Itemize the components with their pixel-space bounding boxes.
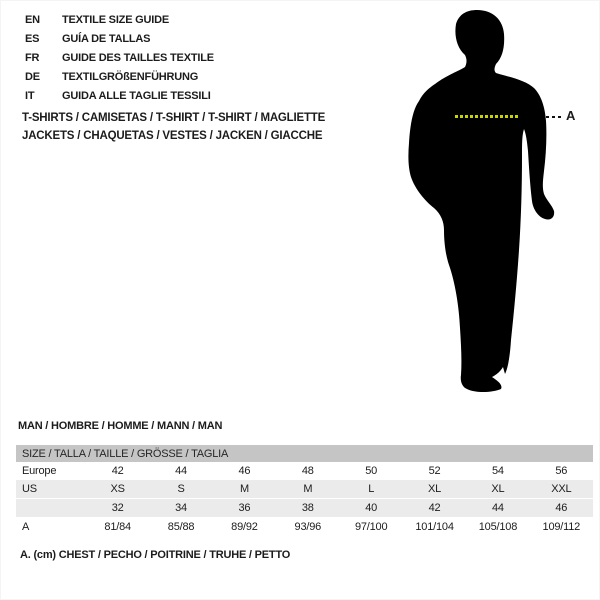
language-row-it — [25, 86, 214, 105]
language-code: EN — [25, 13, 40, 26]
cell: S — [149, 480, 212, 499]
chest-measure-dashed-line — [455, 115, 518, 118]
category-jackets: JACKETS / CHAQUETAS / VESTES / JACKEN / GIACCHE — [22, 130, 323, 142]
cell: XL — [403, 480, 466, 499]
category-tshirts: T-SHIRTS / CAMISETAS / T-SHIRT / T-SHIRT / MAGLIETTE — [22, 112, 326, 124]
cell: 44 — [466, 499, 529, 518]
measurement-footnote: A. (cm) CHEST / PECHO / POITRINE / TRUHE / PETTO — [20, 549, 291, 561]
cell: 40 — [340, 499, 403, 518]
row-label: Europe — [22, 465, 57, 477]
cell: 46 — [530, 499, 593, 518]
table-row-chest — [16, 518, 593, 537]
cell: 46 — [238, 465, 251, 477]
language-code: DE — [25, 70, 40, 83]
cell: L — [340, 480, 403, 499]
language-label: GUÍA DE TALLAS — [62, 32, 151, 45]
category-block — [22, 109, 325, 145]
cell: M — [276, 480, 339, 499]
language-label: TEXTILE SIZE GUIDE — [62, 13, 170, 26]
cell: 85/88 — [167, 521, 195, 533]
row-label: US — [16, 480, 86, 499]
cell: XL — [466, 480, 529, 499]
cell: 81/84 — [104, 521, 131, 533]
row-label — [16, 499, 86, 518]
cell: 36 — [213, 499, 276, 518]
man-silhouette — [408, 10, 554, 392]
cell: 93/96 — [294, 521, 322, 533]
size-table-header-row — [16, 445, 593, 462]
language-guide-list — [25, 10, 214, 105]
cell: 42 — [403, 499, 466, 518]
cell: 34 — [149, 499, 212, 518]
language-code: ES — [25, 32, 40, 45]
cell: 56 — [555, 465, 568, 477]
language-code: IT — [25, 89, 35, 102]
cell: 42 — [111, 465, 124, 477]
cell: 44 — [175, 465, 187, 477]
cell: 32 — [86, 499, 149, 518]
table-row-numeric — [16, 499, 593, 518]
language-row-fr — [25, 48, 214, 67]
language-row-en — [25, 10, 214, 29]
cell: 97/100 — [354, 521, 388, 533]
language-label: TEXTILGRÖßENFÜHRUNG — [62, 70, 199, 83]
cell: 54 — [492, 465, 504, 477]
cell: 109/112 — [542, 521, 581, 533]
cell: 50 — [365, 465, 378, 477]
gender-caption: MAN / HOMBRE / HOMME / MANN / MAN — [18, 420, 223, 432]
table-row-us — [16, 480, 593, 499]
cell: M — [213, 480, 276, 499]
language-label: GUIDA ALLE TAGLIE TESSILI — [62, 89, 211, 102]
language-row-de — [25, 67, 214, 86]
table-row-europe — [16, 462, 593, 480]
language-label: GUIDE DES TAILLES TEXTILE — [62, 51, 214, 64]
cell: 52 — [428, 465, 441, 477]
size-table — [16, 445, 593, 536]
measure-label-a: A — [566, 108, 576, 123]
man-silhouette-figure — [405, 8, 565, 393]
language-code: FR — [25, 51, 40, 64]
language-row-es — [25, 29, 214, 48]
cell: 48 — [301, 465, 314, 477]
cell: 38 — [276, 499, 339, 518]
cell: 101/104 — [415, 521, 454, 533]
cell: XS — [86, 480, 149, 499]
size-table-header: SIZE / TALLA / TAILLE / GRÖSSE / TAGLIA — [16, 445, 593, 462]
measure-leader-dashes — [546, 116, 562, 118]
cell: 105/108 — [478, 521, 518, 533]
cell: XXL — [530, 480, 593, 499]
cell: 89/92 — [231, 521, 258, 533]
row-label: A — [22, 521, 30, 533]
